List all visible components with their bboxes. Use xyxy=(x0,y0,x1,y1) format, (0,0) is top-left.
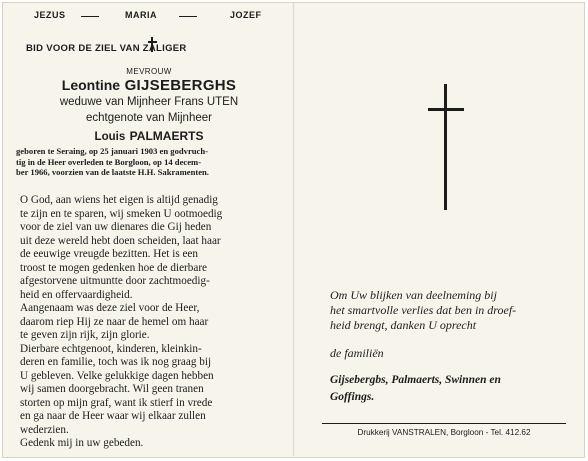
deceased-first-name: Leontine xyxy=(61,77,121,93)
printer-rule xyxy=(322,423,566,424)
prayer-line-text: de eeuwige vreugde bezitten. Het is een xyxy=(20,248,198,260)
prayer-line-text: en ga naar de Heer waar wij elkaar zullen xyxy=(20,410,206,422)
prayer-text xyxy=(14,194,286,451)
jezus-label: JEZUS xyxy=(34,10,66,20)
printer-credit: Drukkerij VANSTRALEN, Borgloon - Tel. 412.62 xyxy=(357,428,531,437)
prayer-line-text: afgestorvene uitmuntte door zachtmoedig- xyxy=(20,275,210,287)
thanks-line: heid brengt, danken U oprecht xyxy=(330,318,477,332)
prayer-line-text: wederzien. xyxy=(20,423,69,436)
title-mevrouw: MEVROUW xyxy=(126,67,172,76)
maria-label: MARIA xyxy=(125,10,157,20)
separator-dash xyxy=(179,16,197,17)
prayer-paragraph xyxy=(14,343,286,438)
prayer-line: BID VOOR DE ZIEL VAN ZALIGER xyxy=(26,43,187,54)
large-cross-icon xyxy=(428,84,476,210)
birth-death-line: tig in de Heer overleden te Borgloon, op 14 decem- xyxy=(16,156,202,167)
separator-dash xyxy=(81,16,99,17)
prayer-line-text: te zijn en te sparen, wij smeken U ootmoedig xyxy=(20,207,223,220)
prayer-line-text: Dierbare echtgenoot, kinderen, kleinkin- xyxy=(20,342,202,355)
widow-line: weduwe van Mijnheer Frans UTEN xyxy=(59,96,239,108)
prayer-line-text: O God, aan wiens het eigen is altijd genadig xyxy=(20,194,218,206)
prayer-paragraph xyxy=(14,437,286,451)
prayer-line-text: daarom riep Hij ze naar de hemel om haar xyxy=(20,315,209,328)
birth-death-line: ber 1966, voorzien van de laatste H.H. Sakramenten. xyxy=(16,167,209,177)
prayer-line-text: U gebleven. Velke gelukkige dagen hebben xyxy=(20,369,214,382)
families-line: Gijsebergbs, Palmaerts, Swinnen en xyxy=(330,374,501,386)
prayer-line-text: voor de ziel van uw dienares die Gij heden xyxy=(20,221,212,233)
spouse-line: echtgenote van Mijnheer xyxy=(86,112,212,124)
thanks-line: Om Uw blijken van deelneming bij xyxy=(330,288,497,302)
deceased-name xyxy=(14,77,284,95)
right-page xyxy=(300,0,586,461)
prayer-line-text: troost te mogen gedenken hoe de dierbare xyxy=(20,261,208,274)
spouse-name xyxy=(14,127,284,145)
jozef-label: JOZEF xyxy=(230,10,262,20)
prayer-line-text: deren en familie, toch was ik nog graag bij xyxy=(20,356,212,368)
birth-death-block xyxy=(16,146,284,178)
prayer-line-text: storten op mijn graf, want ik stierf in vrede xyxy=(20,396,213,409)
prayer-line-text: Gedenk mij in uw gebeden. xyxy=(20,437,144,449)
families-label: de familiën xyxy=(330,346,384,360)
families-list xyxy=(330,372,580,406)
families-line: Goffings. xyxy=(330,391,375,403)
prayer-line-text: heid en offervaardigheid. xyxy=(20,288,133,301)
spouse-last-name: PALMAERTS xyxy=(129,129,204,143)
deceased-last-name: GIJSEBERGHS xyxy=(124,77,237,94)
prayer-line-text: Aangenaam was deze ziel voor de Heer, xyxy=(20,302,200,314)
spouse-first-name: Louis xyxy=(94,131,126,143)
prayer-line-text: te geven zijn rijk, zijn glorie. xyxy=(20,329,150,341)
birth-death-line: geboren te Seraing, op 25 januari 1903 en godvruch- xyxy=(16,146,209,156)
thanks-line: het smartvolle verlies dat ben in droef- xyxy=(330,303,517,317)
prayer-paragraph xyxy=(14,302,286,343)
thanks-text xyxy=(330,288,570,333)
prayer-line-text: uit deze wereld hebt doen scheiden, laat haar xyxy=(20,234,221,247)
prayer-line-text: wij samen doorgebracht. Wil geen tranen xyxy=(20,383,204,395)
prayer-paragraph xyxy=(14,194,286,302)
card-fold xyxy=(292,3,295,456)
